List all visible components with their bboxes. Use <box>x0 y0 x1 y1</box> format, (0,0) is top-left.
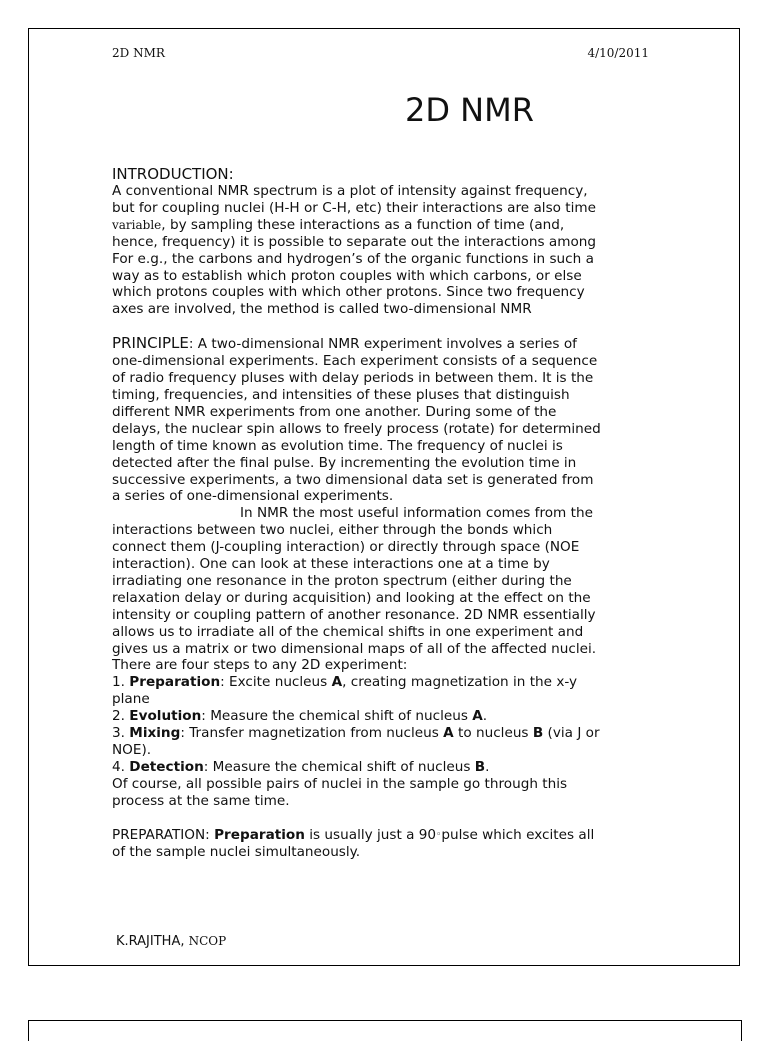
header-left: 2D NMR <box>112 46 165 60</box>
intro-line: which protons couples with which other protons. Since two frequency <box>112 284 585 301</box>
document-page <box>28 28 740 966</box>
intro-line: hence, frequency) it is possible to separate out the interactions among <box>112 233 597 250</box>
preparation-line: of the sample nuclei simultaneously. <box>112 843 361 860</box>
intro-line: axes are involved, the method is called two-dimensional NMR <box>112 301 532 318</box>
principle-line: detected after the final pulse. By incrementing the evolution time in <box>112 454 577 471</box>
intro-line-rest: , by sampling these interactions as a function of time (and, <box>161 216 565 233</box>
intro-heading: INTRODUCTION: <box>112 165 234 183</box>
principle-line <box>112 335 664 353</box>
useful-line: In NMR the most useful information comes from the <box>240 505 593 522</box>
footer-author: K.RAJITHA, <box>116 934 189 949</box>
useful-line: gives us a matrix or two dimensional maps of all of the affected nuclei. <box>112 640 597 657</box>
principle-line: successive experiments, a two dimensional data set is generated from <box>112 471 594 488</box>
preparation-line: PREPARATION: Preparation is usually just a 90◦pulse which excites all <box>112 826 595 843</box>
useful-line: interactions between two nuclei, either through the bonds which <box>112 522 553 539</box>
principle-line: a series of one-dimensional experiments. <box>112 488 394 505</box>
intro-line: way as to establish which proton couples with which carbons, or else <box>112 267 582 284</box>
useful-line: allows us to irradiate all of the chemical shifts in one experiment and <box>112 623 584 640</box>
principle-line: of radio frequency pluses with delay periods in between them. It is the <box>112 370 594 387</box>
header-date: 4/10/2011 <box>587 46 649 60</box>
degree-symbol: ◦ <box>436 829 442 840</box>
intro-line: but for coupling nuclei (H-H or C-H, etc) their interactions are also time <box>112 199 597 216</box>
step-detection: 4. Detection: Measure the chemical shift of nucleus B. <box>112 758 490 775</box>
useful-line: intensity or coupling pattern of another resonance. 2D NMR essentially <box>112 606 596 623</box>
course-line: Of course, all possible pairs of nuclei in the sample go through this <box>112 775 568 792</box>
useful-line: relaxation delay or during acquisition) and looking at the effect on the <box>112 589 591 606</box>
footer-org: NCOP <box>188 934 227 948</box>
intro-serif-word: variable <box>112 217 162 232</box>
page-title: 2D NMR <box>405 91 534 129</box>
useful-line: interaction). One can look at these interactions one at a time by <box>112 556 550 573</box>
page-footer <box>116 934 226 949</box>
intro-line: For e.g., the carbons and hydrogen’s of the organic functions in such a <box>112 250 594 267</box>
intro-line: A conventional NMR spectrum is a plot of intensity against frequency, <box>112 183 588 199</box>
useful-line: There are four steps to any 2D experiment: <box>112 657 408 674</box>
principle-line: different NMR experiments from one another. During some of the <box>112 403 557 420</box>
intro-line <box>112 217 664 234</box>
document-body <box>112 165 664 860</box>
useful-line: irradiating one resonance in the proton spectrum (either during the <box>112 572 572 589</box>
principle-line: length of time known as evolution time. The frequency of nuclei is <box>112 437 563 454</box>
step-mixing-cont: NOE). <box>112 742 152 758</box>
next-page-edge <box>28 1020 742 1041</box>
principle-text: : A two-dimensional NMR experiment involves a series of <box>188 336 577 353</box>
step-preparation: 1. Preparation: Excite nucleus A, creating magnetization in the x-y <box>112 674 578 691</box>
principle-line: timing, frequencies, and intensities of these pluses that distinguish <box>112 386 570 403</box>
step-preparation-cont: plane <box>112 691 150 708</box>
principle-line: one-dimensional experiments. Each experiment consists of a sequence <box>112 353 598 370</box>
step-mixing: 3. Mixing: Transfer magnetization from nucleus A to nucleus B (via J or <box>112 725 600 742</box>
principle-heading: PRINCIPLE <box>112 334 189 353</box>
useful-line: connect them (J-coupling interaction) or directly through space (NOE <box>112 539 580 556</box>
principle-line: delays, the nuclear spin allows to freely process (rotate) for determined <box>112 420 601 437</box>
course-line: process at the same time. <box>112 792 290 809</box>
step-evolution: 2. Evolution: Measure the chemical shift of nucleus A. <box>112 708 488 725</box>
